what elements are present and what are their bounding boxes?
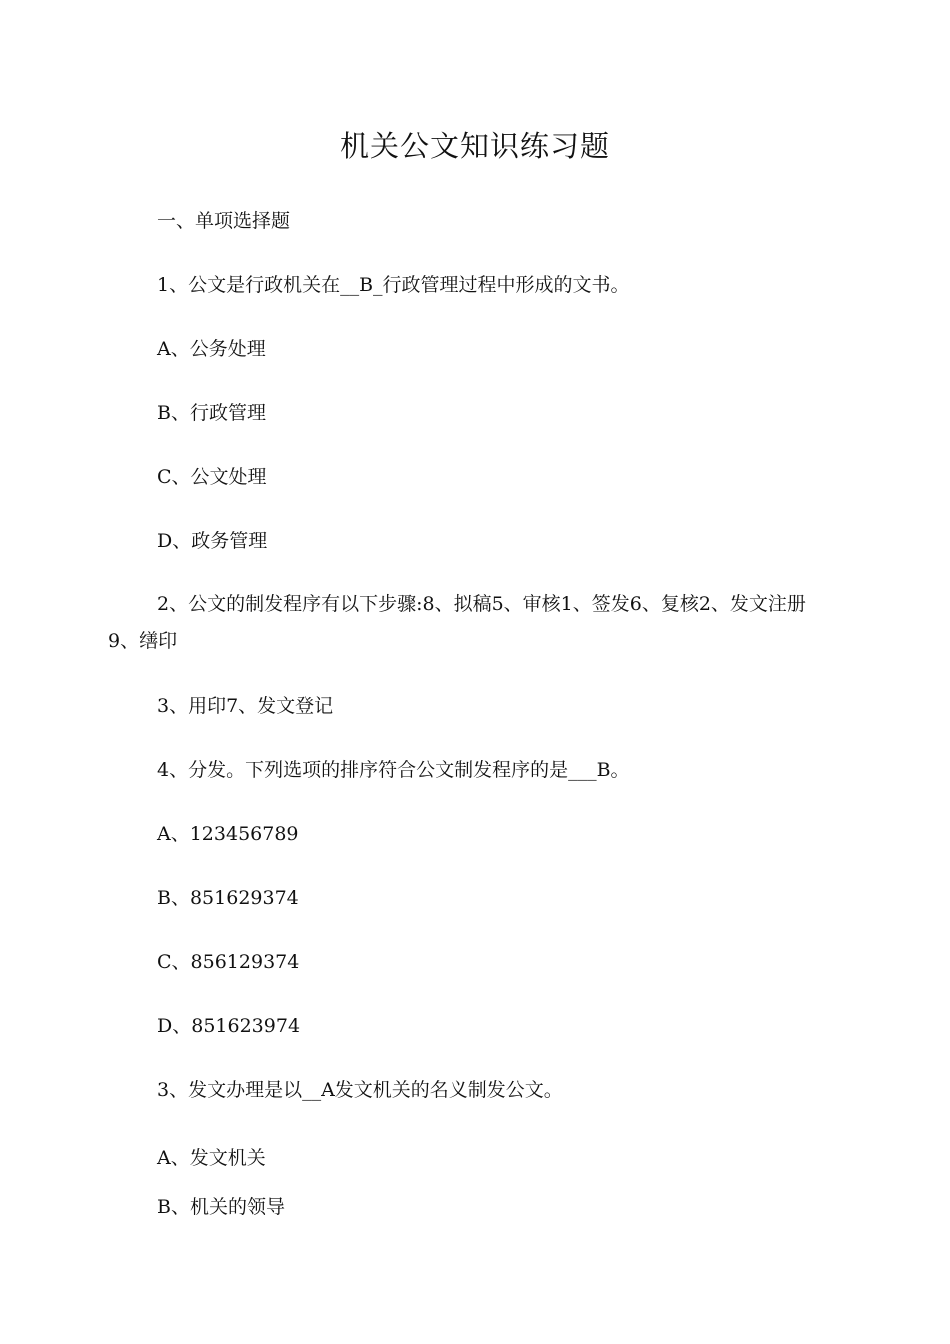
q2-option-b: B、851629374 [157,887,299,909]
question-2-continued: 3、用印7、发文登记 [157,695,334,717]
q2-option-c: C、856129374 [157,951,300,973]
q3-option-a: A、发文机关 [157,1147,266,1169]
question-2-stem: 4、分发。下列选项的排序符合公文制发程序的是___B。 [157,759,630,781]
q2-option-a: A、123456789 [157,823,299,845]
question-3: 3、发文办理是以__A发文机关的名义制发公文。 [157,1079,563,1101]
document-title: 机关公文知识练习题 [339,129,610,163]
q1-option-b: B、行政管理 [157,402,266,424]
question-1: 1、公文是行政机关在__B_行政管理过程中形成的文书。 [157,274,630,296]
section-heading: 一、单项选择题 [157,210,291,232]
question-2: 2、公文的制发程序有以下步骤:8、拟稿5、审核1、签发6、复核2、发文注册9、缮印 [108,593,806,652]
q3-option-b: B、机关的领导 [157,1196,285,1218]
q2-option-d: D、851623974 [157,1015,301,1037]
q1-option-c: C、公文处理 [157,466,267,488]
q1-option-a: A、公务处理 [157,338,266,360]
q1-option-d: D、政务管理 [157,530,268,552]
